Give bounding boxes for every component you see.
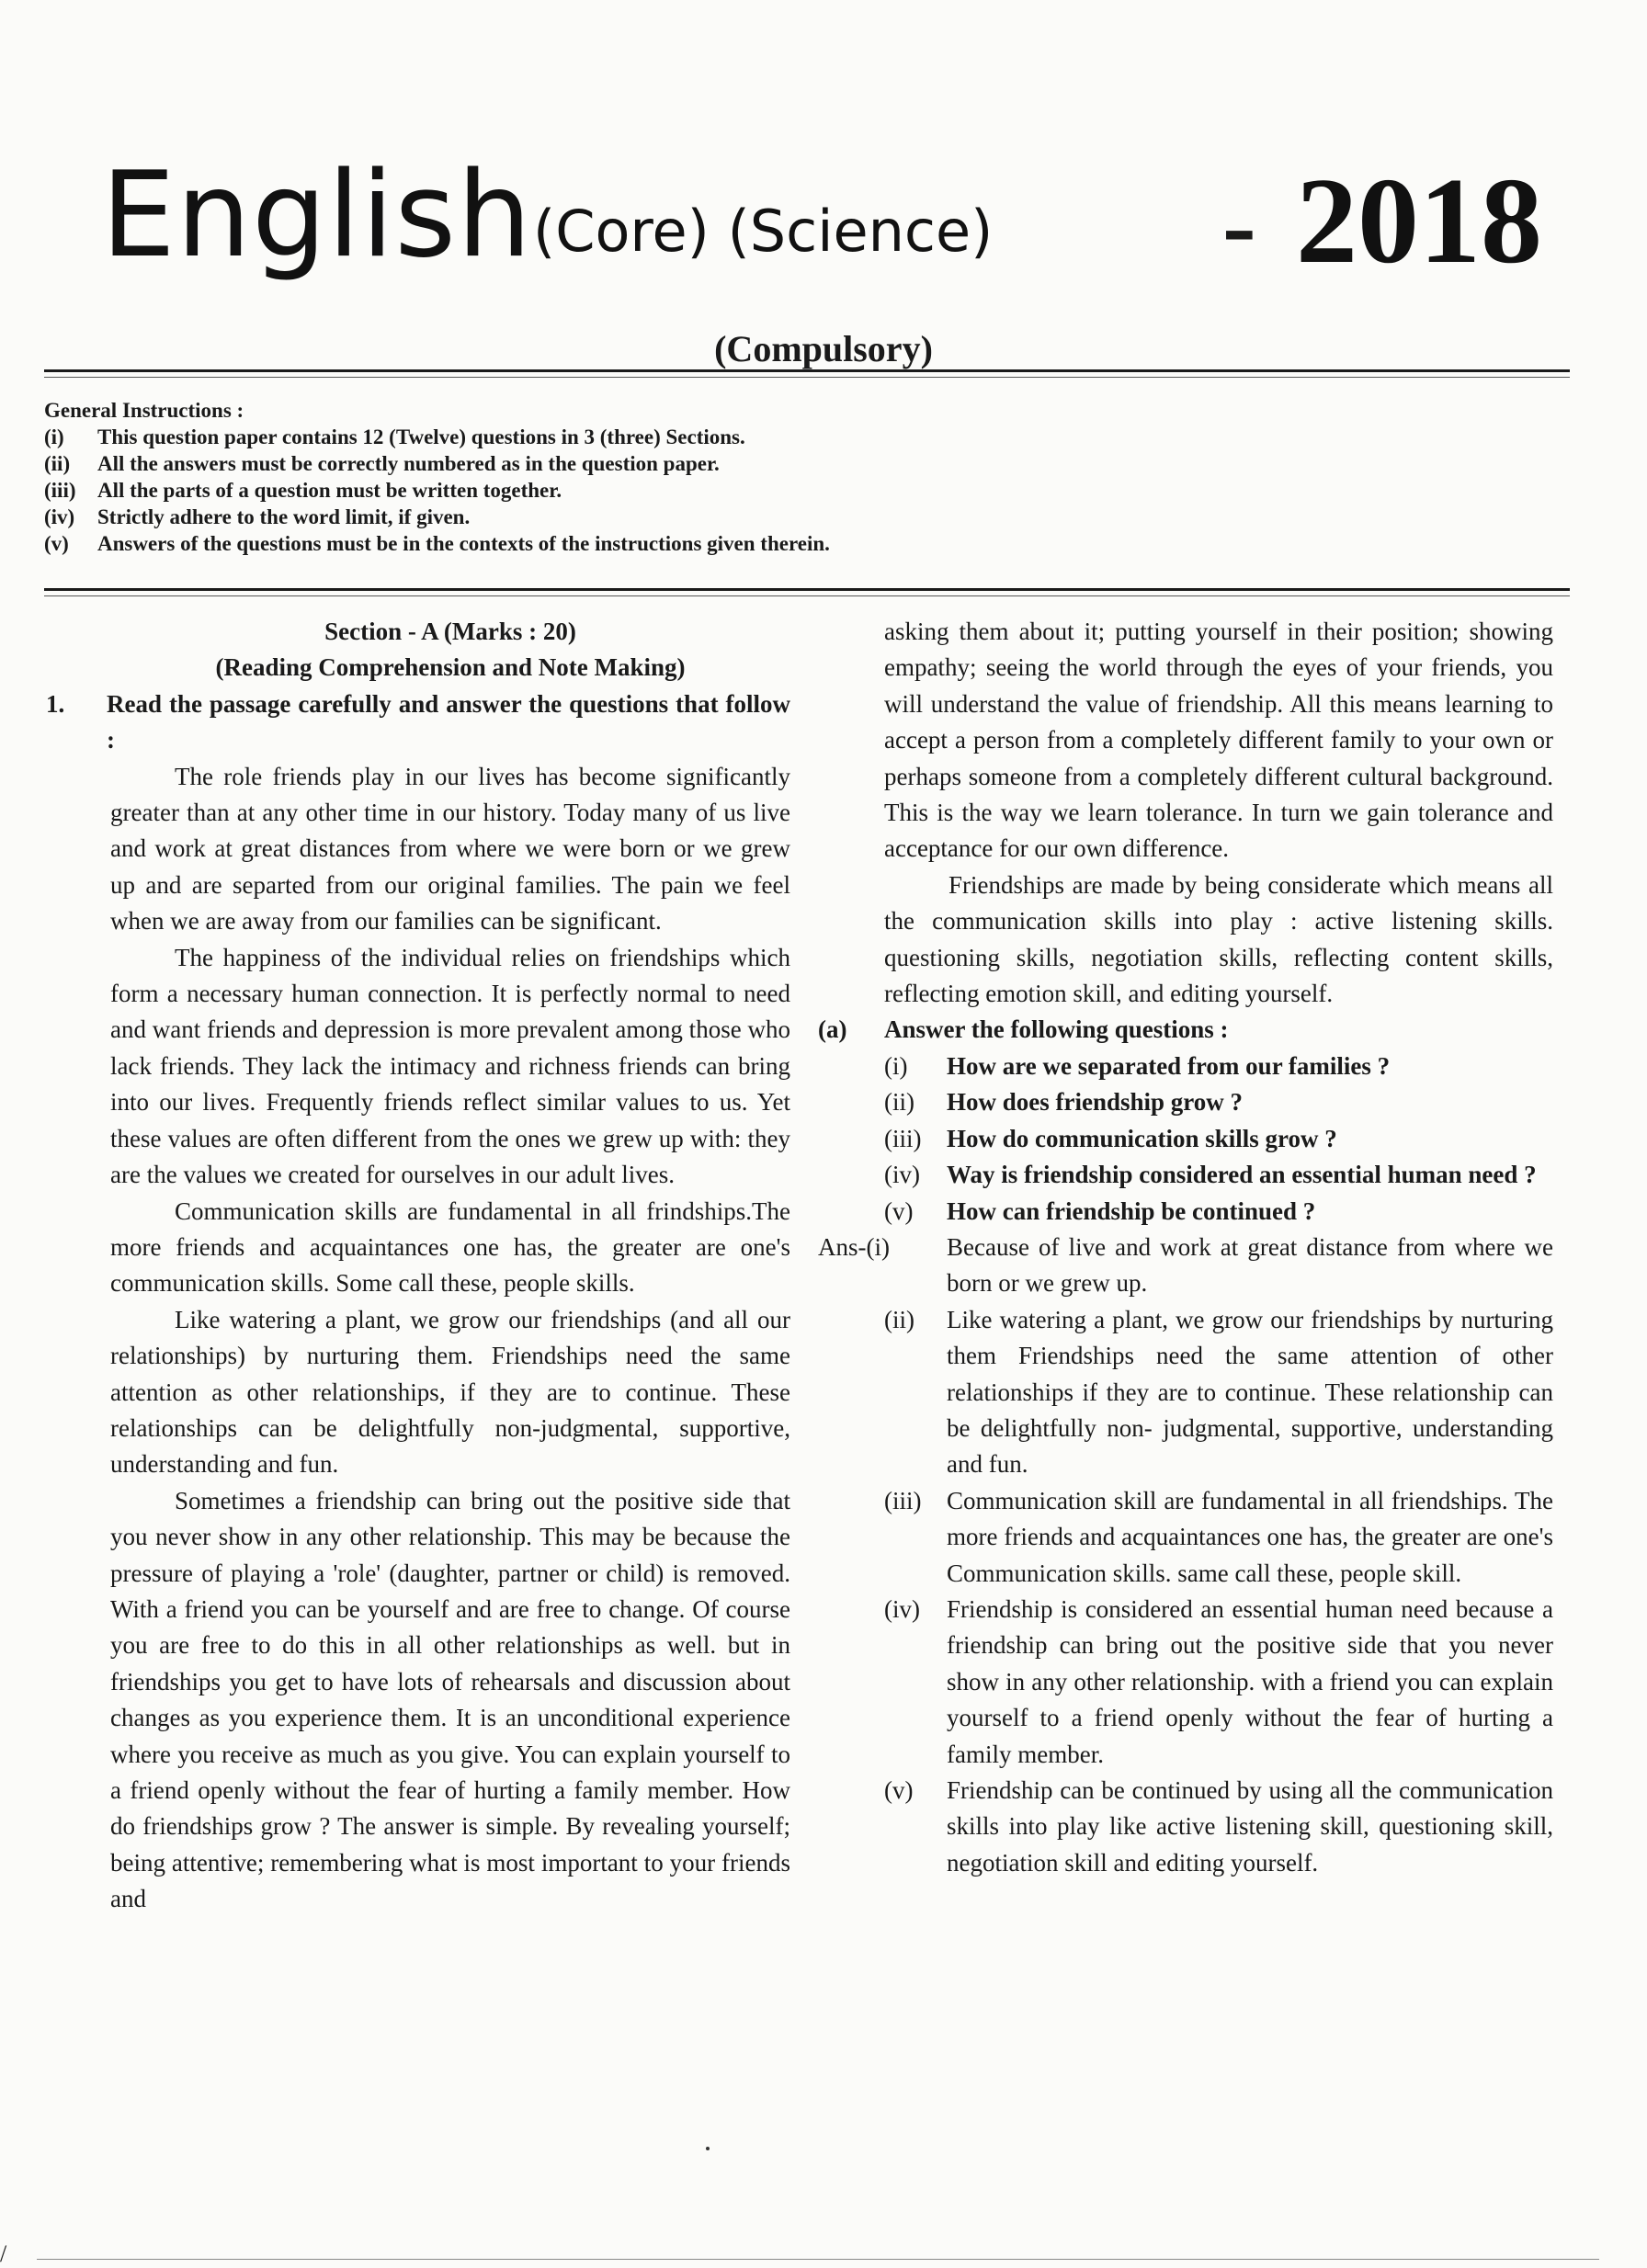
question-list	[818, 1049, 1553, 1230]
answer-list	[818, 1230, 1553, 1881]
passage-paragraph: The role friends play in our lives has become significantly greater than at any other time in our history. Today many of us live and work at great distances from where we were born or we grew up and are separted from our original families. The pain we feel when we are away from our families can be significant.	[110, 762, 790, 936]
sub-question-number: (iv)	[884, 1161, 920, 1189]
header-rule-thin	[44, 377, 1570, 378]
instruction-number: (ii)	[44, 452, 71, 475]
sub-question-text: Way is friendship considered an essential human need ?	[947, 1161, 1537, 1189]
section-subtitle: (Reading Comprehension and Note Making)	[215, 653, 686, 682]
instructions-heading: General Instructions :	[44, 399, 244, 422]
question-number: 1.	[46, 689, 65, 718]
answer-number: (iii)	[884, 1486, 922, 1514]
instruction-item	[44, 450, 1570, 477]
answer-number: Ans-(i)	[818, 1232, 890, 1261]
footer-mark: /	[0, 2240, 7, 2267]
left-column	[46, 614, 790, 1918]
answer-text: Because of live and work at great distance from where we born or we grew up.	[947, 1232, 1553, 1298]
question-header	[46, 686, 790, 759]
answer-number: (iv)	[884, 1594, 920, 1623]
general-instructions	[44, 397, 1570, 557]
sub-question-text: How do communication skills grow ?	[947, 1124, 1337, 1152]
passage-paragraph: Like watering a plant, we grow our friendships (and all our relationships) by nurturing them. Friendships need the same attention as other relationships, if they are to continue. These relationships can be delightfully non-judgmental, supportive, understanding and fun.	[110, 1305, 790, 1479]
instruction-item	[44, 504, 1570, 530]
instruction-text: Strictly adhere to the word limit, if given.	[97, 505, 471, 528]
section-title: Section - A (Marks : 20)	[324, 618, 576, 645]
scan-speck	[706, 2147, 710, 2150]
instruction-number: (iii)	[44, 479, 76, 502]
sub-question	[818, 1049, 1553, 1084]
answer-text: Friendship is considered an essential human need because a friendship can bring out the positive side that you never show in any other relationship. with a friend you can explain yourself to a friend openly without the fear of hurting a family member.	[947, 1594, 1553, 1768]
answer-number: (ii)	[884, 1305, 914, 1333]
compulsory-label: (Compulsory)	[714, 328, 933, 369]
sub-question	[818, 1084, 1553, 1120]
instruction-item	[44, 530, 1570, 557]
sub-question-number: (i)	[884, 1051, 908, 1080]
sub-question-text: How does friendship grow ?	[947, 1088, 1244, 1117]
answer-item	[818, 1302, 1553, 1483]
header-rule	[44, 369, 1570, 372]
title-year: 2018	[1296, 153, 1542, 289]
instruction-item	[44, 477, 1570, 504]
instructions-rule	[44, 588, 1570, 591]
part-a-heading	[818, 1012, 1553, 1048]
passage-paragraph: Communication skills are fundamental in all frindships.The more friends and acquaintances one has, the greater are one's communication skills. Some call these, people skills.	[110, 1196, 790, 1298]
title-english: English	[101, 147, 533, 284]
answer-item	[818, 1773, 1553, 1881]
instruction-item	[44, 424, 1570, 450]
answer-item	[818, 1230, 1553, 1302]
instruction-text: This question paper contains 12 (Twelve) questions in 3 (three) Sections.	[97, 425, 745, 448]
answer-text: Communication skill are fundamental in all friendships. The more friends and acquaintances one has, the greater are one's Communication skills. same call these, people skill.	[947, 1486, 1553, 1587]
instruction-text: All the parts of a question must be written together.	[97, 479, 562, 502]
answer-text: Friendship can be continued by using all the communication skills into play like active listening skill, questioning skill, negotiation skill and editing yourself.	[947, 1776, 1553, 1877]
answer-item	[818, 1483, 1553, 1592]
title-dash: -	[1222, 169, 1256, 281]
sub-question	[818, 1121, 1553, 1157]
part-a-instruction: Answer the following questions :	[884, 1015, 1229, 1044]
instruction-text: Answers of the questions must be in the contexts of the instructions given therein.	[97, 532, 830, 555]
sub-question-number: (ii)	[884, 1088, 914, 1117]
instruction-number: (v)	[44, 532, 69, 555]
footer-rule	[37, 2259, 1599, 2260]
sub-question	[818, 1194, 1553, 1230]
sub-question-number: (v)	[884, 1196, 914, 1225]
sub-question	[818, 1157, 1553, 1193]
sub-question-text: How can friendship be continued ?	[947, 1196, 1316, 1225]
question-prompt: Read the passage carefully and answer the questions that follow :	[107, 689, 790, 754]
passage-paragraph: Sometimes a friendship can bring out the positive side that you never show in any other relationship. This may be because the pressure of playing a 'role' (daughter, partner or child) is removed. With a friend you can be yourself and are free to change. Of course you are free to do this in all other relationships as well. but in friendships you get to have lots of rehearsals and discussion about changes as you experience them. It is an unconditional experience where you receive as much as you give. You can explain yourself to a friend openly without the fear of hurting a family member. How do friendships grow ? The answer is simple. By revealing yourself; being attentive; remembering what is most important to your friends and	[110, 1486, 790, 1913]
instruction-number: (iv)	[44, 505, 75, 528]
sub-question-text: How are we separated from our families ?	[947, 1051, 1391, 1080]
instruction-number: (i)	[44, 425, 64, 448]
instructions-rule-thin	[44, 595, 1570, 596]
right-column	[818, 614, 1553, 1881]
sub-question-number: (iii)	[884, 1124, 922, 1152]
answer-text: Like watering a plant, we grow our friendships by nurturing them Friendships need the same attention of other relationships if they are to continue. These relationship can be delightfully non- judgmental, supportive, understanding and fun.	[947, 1305, 1553, 1479]
title-block	[92, 147, 1562, 303]
part-a-label: (a)	[818, 1015, 847, 1044]
title-subject: (Core) (Science)	[533, 198, 994, 265]
passage-paragraph: The happiness of the individual relies on friendships which form a necessary human connection. It is perfectly normal to need and want friends and depression is more prevalent among those who lack friends. They lack the intimacy and richness friends can bring into our lives. Frequently friends reflect similar values to us. Yet these values are often different from the ones we grew up with: they are the values we created for ourselves in our adult lives.	[110, 943, 790, 1189]
answer-number: (v)	[884, 1776, 914, 1804]
passage-continuation: asking them about it; putting yourself in their position; showing empathy; seeing the world through the eyes of your friends, you will understand the value of friendship. All this means learning to accept a person from a completely different family to your own or perhaps someone from a completely different cultural background. This is the way we learn tolerance. In turn we gain tolerance and acceptance for our own difference.	[884, 618, 1553, 863]
instruction-text: All the answers must be correctly numbered as in the question paper.	[97, 452, 720, 475]
answer-item	[818, 1592, 1553, 1773]
passage-paragraph: Friendships are made by being considerate which means all the communication skills into play : active listening skills. questioning skills, negotiation skills, reflecting content skills, reflecting emotion skill, and editing yourself.	[884, 870, 1553, 1008]
